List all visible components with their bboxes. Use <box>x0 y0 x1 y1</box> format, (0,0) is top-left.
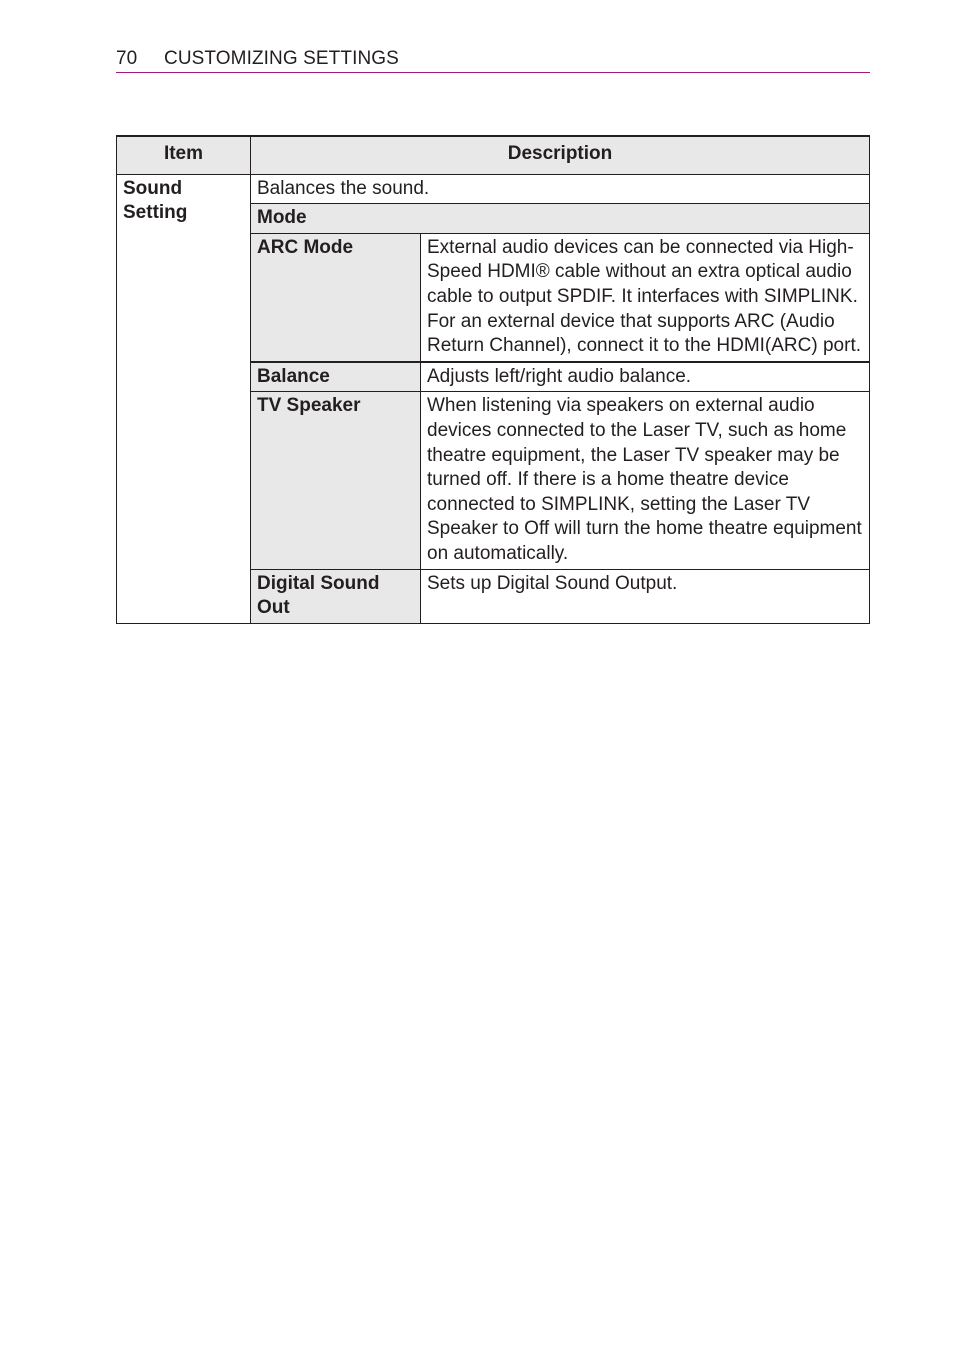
description-paragraph: When listening via speakers on external audio devices connected to the Laser TV, such as home theatre equipment, the Laser TV speaker may be turned off. If there is a home theatre device connected to SIMPLINK, setting the Laser TV Speaker to Off will turn the home theatre equipment on automatically. <box>427 395 862 564</box>
row-label-digital-sound-out: Digital Sound Out <box>251 569 421 623</box>
column-header-item: Item <box>117 136 251 174</box>
description-paragraph: For an external device that supports ARC (Audio Return Channel), connect it to the HDMI(ARC) port. <box>427 310 862 357</box>
page-number: 70 <box>116 48 138 69</box>
table-row <box>117 174 870 204</box>
item-sound-setting: Sound Setting <box>117 174 251 623</box>
row-description-digital-sound-out <box>421 569 870 623</box>
section-title: CUSTOMIZING SETTINGS <box>164 48 399 69</box>
description-paragraph: Sets up Digital Sound Output. <box>427 572 678 594</box>
row-label-tv-speaker: TV Speaker <box>251 392 421 569</box>
mode-group-label: Mode <box>251 204 870 234</box>
column-header-description: Description <box>251 136 870 174</box>
row-description-balance <box>421 362 870 392</box>
page-header <box>116 44 870 73</box>
settings-table <box>116 135 870 624</box>
intro-text: Balances the sound. <box>251 174 870 204</box>
row-description-arc-mode <box>421 233 870 361</box>
description-paragraph: Adjusts left/right audio balance. <box>427 365 692 387</box>
description-paragraph: External audio devices can be connected via High-Speed HDMI® cable without an extra optical audio cable to output SPDIF. It interfaces with SIMPLINK. <box>427 236 858 307</box>
row-description-tv-speaker <box>421 392 870 569</box>
row-label-arc-mode: ARC Mode <box>251 233 421 361</box>
row-label-balance: Balance <box>251 362 421 392</box>
table-header-row <box>117 136 870 174</box>
